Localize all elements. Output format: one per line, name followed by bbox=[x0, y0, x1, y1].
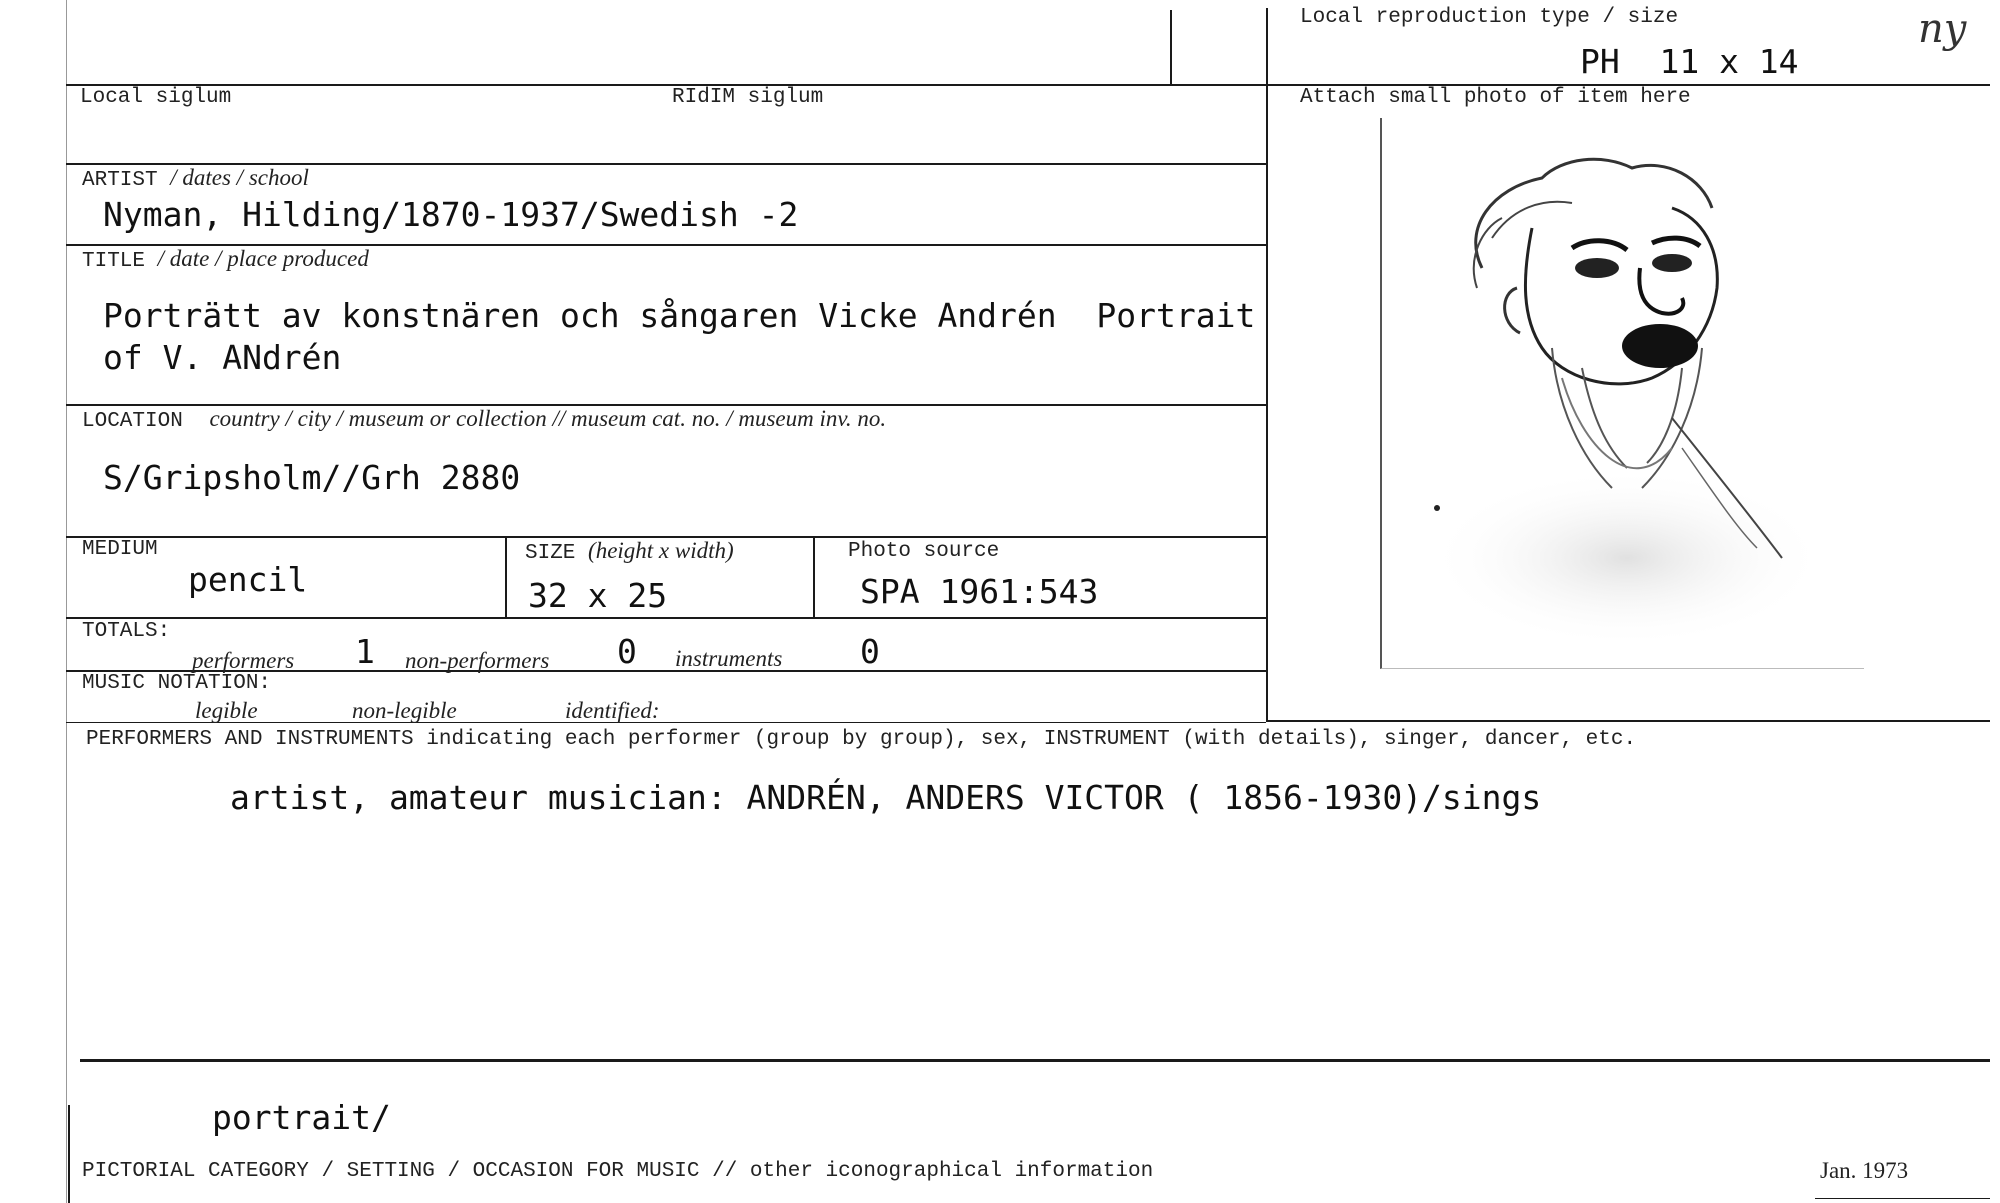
size-label bbox=[525, 538, 734, 565]
medium-label: MEDIUM bbox=[82, 538, 158, 561]
instruments-value: 0 bbox=[860, 632, 880, 671]
artist-label bbox=[82, 165, 309, 192]
performers-instruments-value: artist, amateur musician: ANDRÉN, ANDERS VICTOR ( 1856-1930)/sings bbox=[230, 778, 1542, 817]
card-left-edge bbox=[66, 0, 67, 1203]
corner-handwritten-mark: ny bbox=[1918, 6, 1967, 52]
title-label-main: TITLE bbox=[82, 250, 146, 273]
portrait-sketch-image bbox=[1382, 118, 1864, 668]
artist-label-main: ARTIST bbox=[82, 169, 158, 192]
title-label-rest: / date / place produced bbox=[157, 246, 369, 271]
medium-rule bbox=[66, 617, 1266, 619]
header-divider bbox=[1170, 10, 1172, 84]
card-date: Jan. 1973 bbox=[1820, 1158, 1909, 1183]
reproduction-type-value: PH 11 x 14 bbox=[1580, 42, 1799, 81]
pictorial-label-rest: other iconographical information bbox=[749, 1160, 1154, 1183]
photo-attach-label: Attach small photo of item here bbox=[1300, 86, 1691, 109]
instruments-label: instruments bbox=[675, 646, 783, 671]
location-label-main: LOCATION bbox=[82, 410, 183, 433]
notation-non-legible: non-legible bbox=[352, 698, 457, 723]
title-label bbox=[82, 246, 369, 273]
totals-label: TOTALS: bbox=[82, 620, 171, 643]
location-label bbox=[82, 406, 886, 433]
size-value: 32 x 25 bbox=[528, 576, 668, 615]
photo-bottom-rule bbox=[1266, 720, 1990, 722]
title-value-line2: of V. ANdrén bbox=[103, 338, 342, 377]
pictorial-left-edge bbox=[68, 1105, 70, 1203]
size-label-rest: (height x width) bbox=[588, 538, 734, 563]
photo-source-label: Photo source bbox=[848, 540, 1000, 563]
location-label-rest: country / city / museum or collection // museum cat. no. / museum inv. no. bbox=[209, 406, 887, 431]
non-performers-label: non-performers bbox=[405, 648, 550, 673]
performers-instruments-label-main: PERFORMERS AND INSTRUMENTS bbox=[86, 728, 414, 751]
size-label-main: SIZE bbox=[525, 542, 576, 565]
performers-instruments-label-rest: indicating each performer (group by group), sex, INSTRUMENT (with details), singer, dancer, etc. bbox=[426, 728, 1637, 751]
medium-divider bbox=[505, 536, 507, 618]
photo-source-value: SPA 1961:543 bbox=[860, 572, 1099, 611]
pictorial-label bbox=[82, 1160, 1153, 1183]
pictorial-label-main: PICTORIAL CATEGORY / SETTING / OCCASION FOR MUSIC // bbox=[82, 1160, 738, 1183]
attached-photo bbox=[1380, 118, 1864, 669]
photo-column-divider bbox=[1266, 8, 1268, 722]
header-rule bbox=[66, 84, 1990, 86]
size-divider bbox=[813, 536, 815, 618]
medium-value: pencil bbox=[188, 560, 308, 599]
reproduction-type-label: Local reproduction type / size bbox=[1300, 6, 1679, 29]
pictorial-rule bbox=[80, 1059, 1990, 1062]
notation-legible: legible bbox=[195, 698, 258, 723]
performers-instruments-label bbox=[86, 728, 1636, 751]
performers-value: 1 bbox=[355, 632, 375, 671]
location-value: S/Gripsholm//Grh 2880 bbox=[103, 458, 521, 497]
local-siglum-label: Local siglum bbox=[80, 86, 232, 109]
performers-label: performers bbox=[192, 648, 295, 673]
notation-identified: identified: bbox=[565, 698, 660, 723]
artist-label-rest: / dates / school bbox=[170, 165, 309, 190]
date-underline bbox=[1815, 1198, 1990, 1199]
title-value-line1: Porträtt av konstnären och sångaren Vicke Andrén Portrait bbox=[103, 296, 1256, 335]
pictorial-value: portrait/ bbox=[212, 1098, 391, 1137]
artist-value: Nyman, Hilding/1870-1937/Swedish -2 bbox=[103, 195, 799, 234]
non-performers-value: 0 bbox=[617, 632, 637, 671]
music-notation-label: MUSIC NOTATION: bbox=[82, 672, 272, 695]
ridim-siglum-label: RIdIM siglum bbox=[672, 86, 824, 109]
